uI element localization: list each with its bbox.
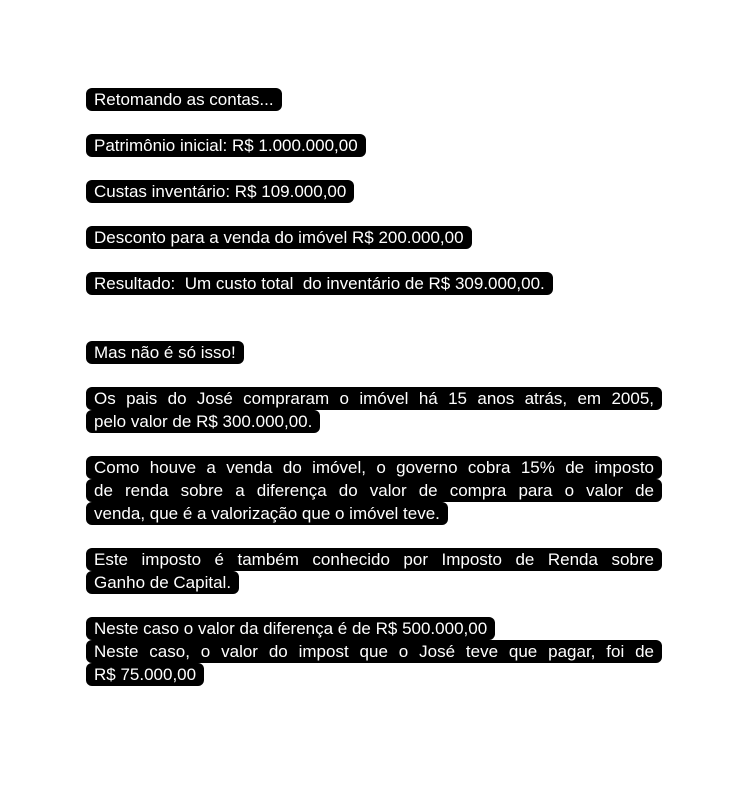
text-ganho-line-1: Este imposto é também conhecido por Imposto de Renda sobre xyxy=(86,548,662,571)
paragraph-mas-nao xyxy=(86,341,662,364)
highlighted-text-block xyxy=(86,88,662,709)
text-desconto-venda: Desconto para a venda do imóvel R$ 200.000,00 xyxy=(86,226,472,249)
paragraph-neste-caso xyxy=(86,617,662,686)
paragraph-patrimonio xyxy=(86,134,662,157)
text-neste-caso-line-3: R$ 75.000,00 xyxy=(86,663,204,686)
text-pais-line-2: pelo valor de R$ 300.000,00. xyxy=(86,410,320,433)
paragraph-imposto-venda xyxy=(86,456,662,525)
text-imposto-line-1: Como houve a venda do imóvel, o governo cobra 15% de imposto xyxy=(86,456,662,479)
paragraph-pais-do-jose xyxy=(86,387,662,433)
text-neste-caso-line-1: Neste caso o valor da diferença é de R$ 500.000,00 xyxy=(86,617,495,640)
text-pais-line-1: Os pais do José compraram o imóvel há 15 anos atrás, em 2005, xyxy=(86,387,662,410)
text-ganho-line-2: Ganho de Capital. xyxy=(86,571,239,594)
paragraph-desconto xyxy=(86,226,662,249)
text-mas-nao-e-so-isso: Mas não é só isso! xyxy=(86,341,244,364)
paragraph-custas xyxy=(86,180,662,203)
text-neste-caso-line-2: Neste caso, o valor do impost que o José teve que pagar, foi de xyxy=(86,640,662,663)
text-imposto-line-2: de renda sobre a diferença do valor de compra para o valor de xyxy=(86,479,662,502)
text-retomando: Retomando as contas... xyxy=(86,88,282,111)
text-imposto-line-3: venda, que é a valorização que o imóvel teve. xyxy=(86,502,448,525)
text-resultado: Resultado: Um custo total do inventário de R$ 309.000,00. xyxy=(86,272,553,295)
paragraph-ganho-capital xyxy=(86,548,662,594)
paragraph-retomando xyxy=(86,88,662,111)
text-custas-inventario: Custas inventário: R$ 109.000,00 xyxy=(86,180,354,203)
paragraph-resultado xyxy=(86,272,662,295)
text-patrimonio-inicial: Patrimônio inicial: R$ 1.000.000,00 xyxy=(86,134,366,157)
